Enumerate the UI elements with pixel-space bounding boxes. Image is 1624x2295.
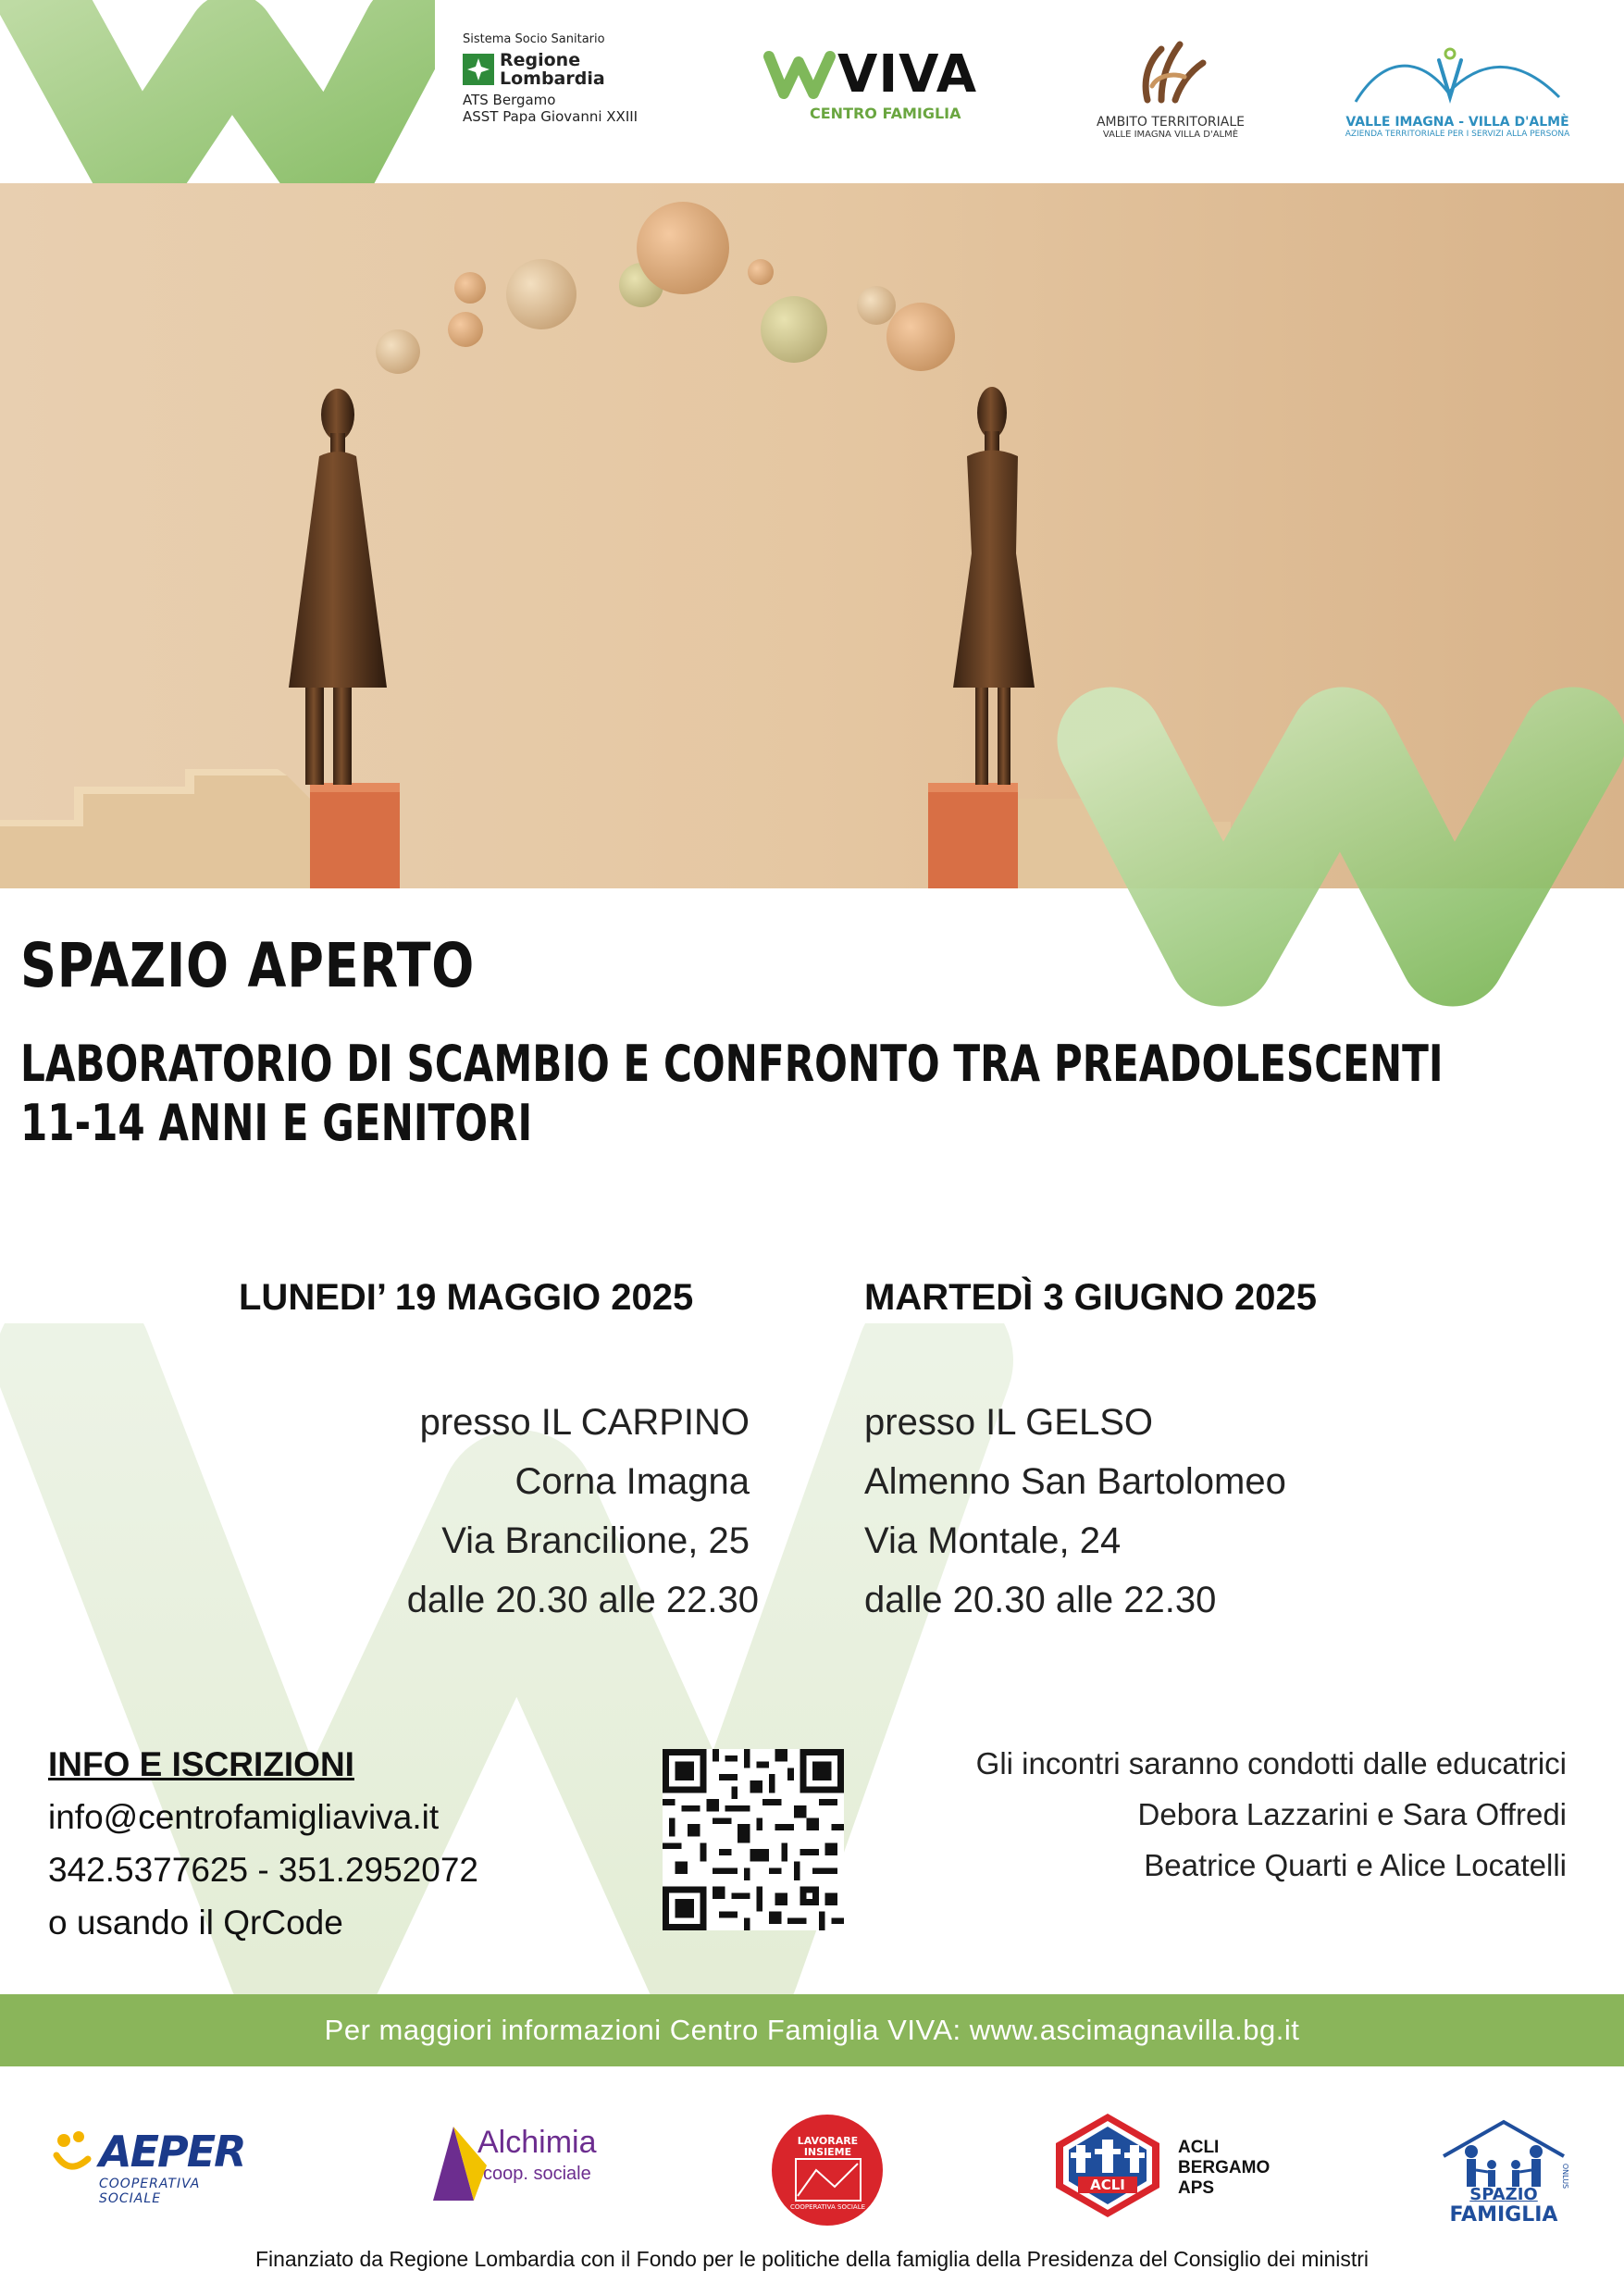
- spazio-line1: SPAZIO: [1469, 2185, 1538, 2204]
- info-banner-text[interactable]: Per maggiori informazioni Centro Famiglia VIVA: www.ascimagnavilla.bg.it: [324, 2014, 1300, 2046]
- floating-ball: [448, 312, 483, 347]
- lavorare-line2: INSIEME: [803, 2146, 852, 2158]
- regione-sub-1: ATS Bergamo: [463, 92, 556, 108]
- hands-icon: [1129, 35, 1212, 109]
- info-heading: INFO E ISCRIZIONI: [48, 1745, 354, 1783]
- event-2-venue: presso IL GELSO: [864, 1402, 1153, 1443]
- event-2-details: [864, 1393, 1286, 1630]
- sponsor-aeper: [51, 2127, 264, 2206]
- regione-lombardia-logo: [463, 32, 638, 125]
- regione-name-2: Lombardia: [500, 68, 605, 89]
- regione-top-text: Sistema Socio Sanitario: [463, 32, 605, 46]
- educators-line1: Gli incontri saranno condotti dalle educatrici: [975, 1746, 1567, 1780]
- info-block: [48, 1738, 478, 1949]
- event-2-time: dalle 20.30 alle 22.30: [864, 1580, 1217, 1620]
- acli-icon: [1050, 2110, 1166, 2221]
- educators-line2: Debora Lazzarini e Sara Offredi: [1137, 1797, 1567, 1831]
- regione-lombardia-icon: [463, 54, 494, 85]
- valle-imagna-logo: [1323, 46, 1592, 139]
- info-email[interactable]: info@centrofamigliaviva.it: [48, 1798, 440, 1836]
- sponsor-lavorare-insieme: [770, 2113, 886, 2228]
- alchimia-name: Alchimia: [477, 2125, 597, 2160]
- spazio-tag: ONLUS: [1561, 2163, 1570, 2190]
- event-1-time: dalle 20.30 alle 22.30: [406, 1580, 759, 1620]
- viva-name: VIVA: [837, 44, 978, 105]
- event-1-town: Corna Imagna: [514, 1461, 750, 1502]
- valle-line1: VALLE IMAGNA - VILLA D'ALMÈ: [1345, 115, 1569, 130]
- regione-sub-2: ASST Papa Giovanni XXIII: [463, 108, 638, 125]
- event-1-venue: presso IL CARPINO: [419, 1402, 750, 1443]
- event-2-address: Via Montale, 24: [864, 1520, 1122, 1561]
- info-phones[interactable]: 342.5377625 - 351.2952072: [48, 1851, 478, 1889]
- regione-name-1: Regione: [500, 50, 581, 70]
- viva-logo-icon: [763, 49, 837, 100]
- acli-line3: APS: [1178, 2178, 1215, 2198]
- info-banner: [0, 1994, 1624, 2066]
- floating-ball: [506, 259, 576, 329]
- floating-ball: [761, 296, 827, 363]
- info-qr-note: o usando il QrCode: [48, 1904, 343, 1941]
- acli-badge: ACLI: [1090, 2177, 1125, 2193]
- aeper-sub: COOPERATIVA SOCIALE: [99, 2177, 201, 2206]
- event-2-date: MARTEDÌ 3 GIUGNO 2025: [864, 1277, 1318, 1318]
- main-title: SPAZIO APERTO: [20, 930, 476, 1001]
- right-w-shape: [1036, 648, 1624, 1036]
- educators-block: [976, 1738, 1567, 1891]
- top-left-w-shape: [0, 0, 435, 213]
- event-1-address: Via Brancilione, 25: [441, 1520, 750, 1561]
- floating-ball: [637, 202, 729, 294]
- ambito-logo: [1078, 35, 1263, 140]
- floating-ball: [748, 259, 774, 285]
- acli-line1: ACLI: [1178, 2138, 1220, 2157]
- floating-ball: [857, 286, 896, 325]
- subtitle-line2: 11-14 ANNI E GENITORI: [20, 1094, 533, 1152]
- sponsor-spazio-famiglia: [1434, 2115, 1573, 2226]
- spazio-line2: FAMIGLIA: [1449, 2203, 1558, 2227]
- footer-text: Finanziato da Regione Lombardia con il Fondo per le politiche della famiglia della Presidenza del Consiglio dei ministri: [254, 2247, 1370, 2271]
- aeper-name: AEPER: [99, 2127, 245, 2177]
- floating-ball: [886, 303, 955, 371]
- event-2-town: Almenno San Bartolomeo: [864, 1461, 1286, 1502]
- alchimia-sub: coop. sociale: [483, 2164, 591, 2184]
- educators-line3: Beatrice Quarti e Alice Locatelli: [1144, 1848, 1567, 1882]
- lavorare-insieme-icon: [770, 2113, 886, 2228]
- valle-imagna-icon: [1346, 46, 1568, 111]
- ambito-line1: AMBITO TERRITORIALE: [1096, 115, 1246, 130]
- valle-line2: AZIENDA TERRITORIALE PER I SERVIZI ALLA PERSONA: [1345, 130, 1570, 139]
- sponsor-acli: [1050, 2110, 1291, 2221]
- viva-logo: [763, 44, 977, 122]
- subtitle-line1: LABORATORIO DI SCAMBIO E CONFRONTO TRA PREADOLESCENTI: [20, 1035, 1444, 1093]
- lavorare-line1: LAVORARE: [797, 2135, 859, 2147]
- lavorare-sub: COOPERATIVA SOCIALE: [789, 2203, 866, 2211]
- event-1-date: LUNEDI’ 19 MAGGIO 2025: [239, 1277, 694, 1318]
- event-1-details: [407, 1393, 759, 1630]
- ambito-line2: VALLE IMAGNA VILLA D'ALMÈ: [1102, 130, 1239, 140]
- qr-code-icon[interactable]: [663, 1749, 844, 1930]
- floating-ball: [454, 272, 486, 304]
- acli-line2: BERGAMO: [1178, 2158, 1271, 2177]
- subtitle: [20, 1035, 1444, 1153]
- viva-sub: CENTRO FAMIGLIA: [810, 105, 961, 122]
- floating-ball: [376, 329, 420, 374]
- aeper-icon: [51, 2128, 99, 2176]
